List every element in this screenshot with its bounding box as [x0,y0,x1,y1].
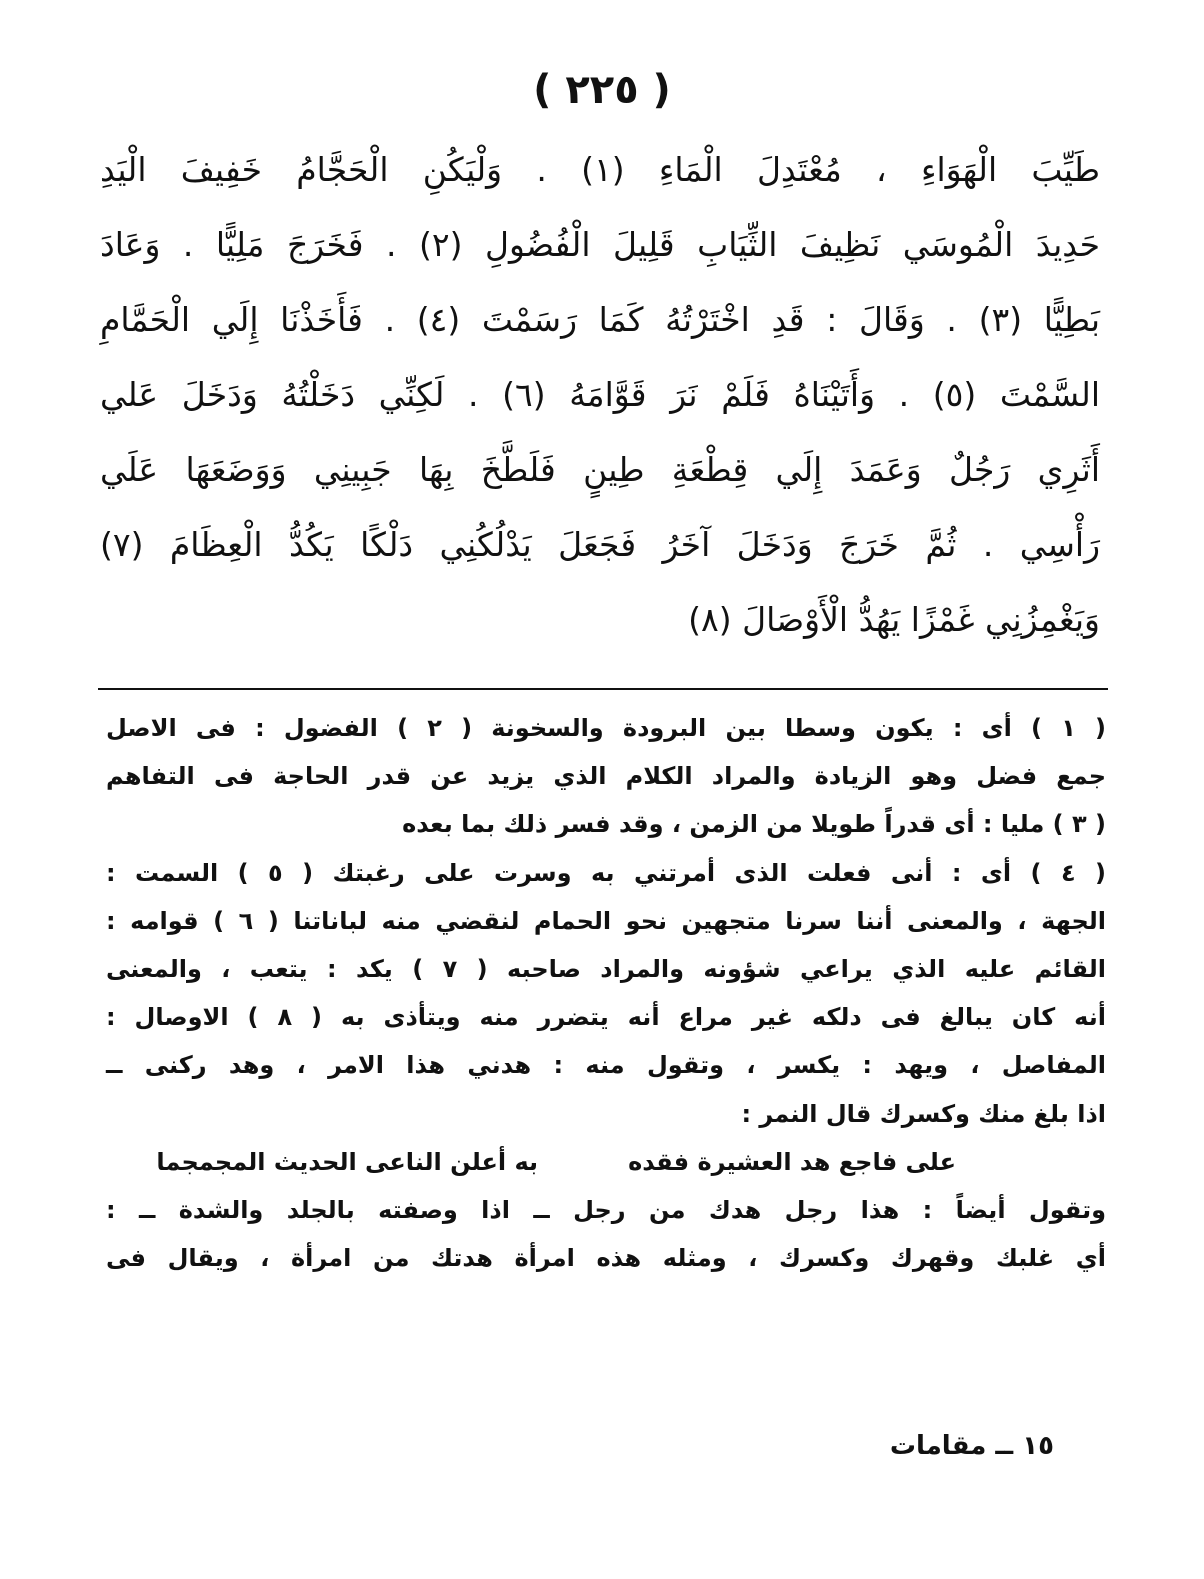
verse-first-hemistich: على فاجع هد العشيرة فقده [628,1147,956,1176]
main-text-line: السَّمْتَ (٥) . وَأَتَيْنَاهُ فَلَمْ نَرَ قَوَّامَهُ (٦) . لَكِنِّي دَخَلْتُهُ وَدَخَلَ عَلي [100,375,1100,414]
page-number: ( ٢٢٥ ) [533,67,671,113]
footnote-line: جمع فضل وهو الزيادة والمراد الكلام الذي يزيد عن قدر الحاجة فى التفاهم [106,762,1106,791]
footnote-divider [98,688,1108,690]
footnote-line: ( ١ ) أى : يكون وسطا بين البرودة والسخونة ( ٢ ) الفضول : فى الاصل [106,714,1106,742]
main-text-line: بَطِيًّا (٣) . وَقَالَ : قَدِ اخْتَرْتُهُ كَمَا رَسَمْتَ (٤) . فَأَخَذْنَا إِلَي الْحَمَّامِ [100,300,1100,339]
footnote-line: الجهة ، والمعنى أننا سرنا متجهين نحو الحمام لنقضي منه لباناتنا ( ٦ ) قوامه : [106,906,1106,935]
footnote-line: اذا بلغ منك وكسرك قال النمر : [741,1099,1106,1128]
footnote-line: ( ٣ ) مليا : أى قدراً طويلا من الزمن ، وقد فسر ذلك بما بعده [402,810,1106,839]
footnote-line: أي غلبك وقهرك وكسرك ، ومثله هذه امرأة هدتك من امرأة ، ويقال فى [106,1244,1106,1273]
main-text-line: رَأْسِي . ثُمَّ خَرَجَ وَدَخَلَ آخَرُ فَجَعَلَ يَدْلُكُنِي دَلْكًا يَكُدُّ الْعِظَامَ (٧) [100,525,1100,564]
main-text-line: طَيِّبَ الْهَوَاءِ ، مُعْتَدِلَ الْمَاءِ (١) . وَلْيَكُنِ الْحَجَّامُ خَفِيفَ الْيَدِ [100,150,1100,189]
poetry-verse [106,1138,1106,1186]
footnotes [106,704,1106,1282]
footnote-line: القائم عليه الذي يراعي شؤونه والمراد صاحبه ( ٧ ) يكد : يتعب ، والمعنى [106,954,1107,983]
footnote-line: المفاصل ، ويهد : يكسر ، وتقول منه : هدني هذا الامر ، وهد ركنى ــ [106,1051,1106,1080]
main-text-line: حَدِيدَ الْمُوسَي نَظِيفَ الثِّيَابِ قَلِيلَ الْفُضُولِ (٢) . فَخَرَجَ مَلِيًّا . وَعَادَ [100,225,1100,264]
signature-mark: ١٥ ــ مقامات [889,1431,1054,1461]
main-text-line: وَيَغْمِزُنِي غَمْزًا يَهُدُّ الْأَوْصَالَ (٨) [688,600,1100,639]
footnote-line: وتقول أيضاً : هذا رجل هدك من رجل ــ اذا وصفته بالجلد والشدة ــ : [106,1195,1106,1224]
verse-second-hemistich: به أعلن الناعى الحديث المجمجما [156,1147,539,1176]
footnote-line: أنه كان يبالغ فى دلكه غير مراع أنه يتضرر منه ويتأذى به ( ٨ ) الاوصال : [106,1003,1106,1032]
main-text-line: أَثَرِي رَجُلٌ وَعَمَدَ إِلَي قِطْعَةِ طِينٍ فَلَطَّخَ بِهَا جَبِينِي وَوَضَعَهَا عَلَي [100,450,1100,489]
footnote-line: ( ٤ ) أى : أنى فعلت الذى أمرتني به وسرت على رغبتك ( ٥ ) السمت : [106,858,1107,887]
main-text [100,132,1100,657]
